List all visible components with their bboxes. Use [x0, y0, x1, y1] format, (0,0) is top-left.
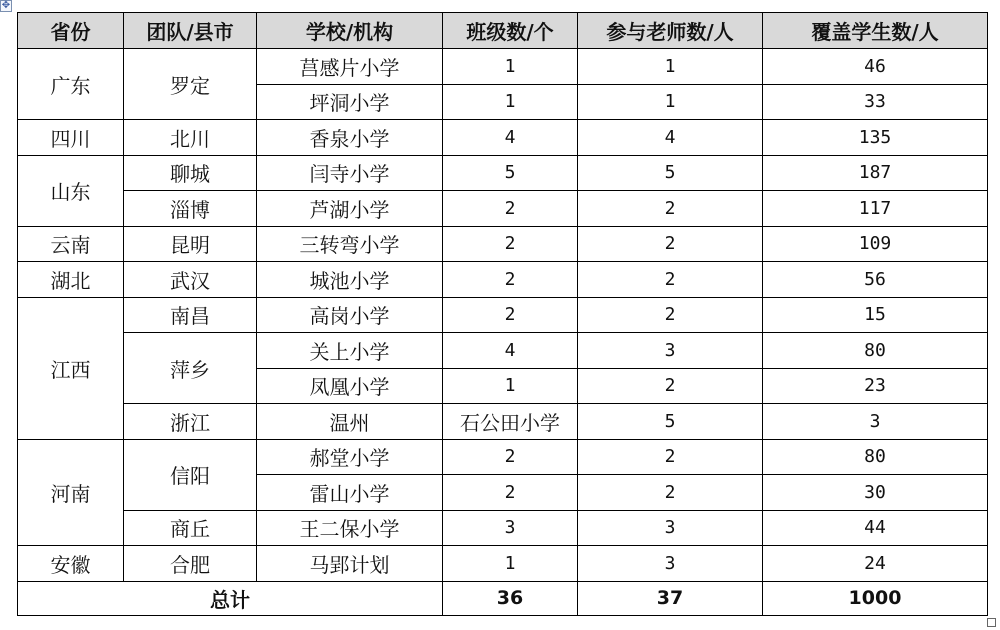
cell-teachers: 2 [578, 368, 763, 404]
table-row [18, 120, 988, 156]
cell-school: 郝堂小学 [257, 439, 443, 475]
cell-students: 187 [763, 155, 988, 191]
cell-province: 河南 [18, 439, 124, 546]
cell-teachers: 2 [578, 475, 763, 511]
cell-team: 罗定 [124, 49, 257, 120]
total-students: 1000 [763, 581, 988, 615]
table-row [18, 155, 988, 191]
table-row [18, 191, 988, 227]
cell-school: 香泉小学 [257, 120, 443, 156]
cell-province: 山东 [18, 155, 124, 226]
cell-province: 江西 [18, 297, 124, 439]
cell-province: 广东 [18, 49, 124, 120]
cell-teachers: 3 [578, 333, 763, 369]
table-row [18, 297, 988, 333]
cell-classes: 4 [443, 120, 578, 156]
cell-students: 56 [763, 262, 988, 298]
cell-team: 商丘 [124, 510, 257, 546]
cell-teachers: 5 [578, 155, 763, 191]
cell-team: 聊城 [124, 155, 257, 191]
total-teachers: 37 [578, 581, 763, 615]
cell-team: 萍乡 [124, 333, 257, 404]
cell-school: 马郢计划 [257, 546, 443, 582]
total-classes: 36 [443, 581, 578, 615]
cell-students: 109 [763, 226, 988, 262]
cell-classes: 2 [443, 439, 578, 475]
cell-students: 44 [763, 510, 988, 546]
table-row [18, 510, 988, 546]
cell-province: 四川 [18, 120, 124, 156]
cell-team: 南昌 [124, 297, 257, 333]
cell-students: 80 [763, 333, 988, 369]
header-school: 学校/机构 [257, 13, 443, 49]
cell-students: 23 [763, 368, 988, 404]
cell-classes: 2 [443, 226, 578, 262]
header-teachers: 参与老师数/人 [578, 13, 763, 49]
cell-students: 46 [763, 49, 988, 85]
cell-school: 王二保小学 [257, 510, 443, 546]
cell-school: 芦湖小学 [257, 191, 443, 227]
cell-school: 城池小学 [257, 262, 443, 298]
header-row [18, 13, 988, 49]
table-row [18, 333, 988, 369]
cell-teachers: 1 [578, 84, 763, 120]
header-students: 覆盖学生数/人 [763, 13, 988, 49]
cell-teachers: 2 [578, 297, 763, 333]
cell-school: 闫寺小学 [257, 155, 443, 191]
cell-province: 浙江 [124, 404, 257, 440]
header-classes: 班级数/个 [443, 13, 578, 49]
total-label: 总计 [18, 581, 443, 615]
cell-school: 凤凰小学 [257, 368, 443, 404]
cell-classes: 4 [443, 333, 578, 369]
table-row [18, 226, 988, 262]
cell-school: 石公田小学 [443, 404, 578, 440]
table-row [18, 404, 988, 440]
cell-students: 15 [763, 297, 988, 333]
total-row [18, 581, 988, 615]
cell-team: 昆明 [124, 226, 257, 262]
cell-teachers: 3 [578, 510, 763, 546]
cell-classes: 1 [443, 368, 578, 404]
cell-teachers: 2 [578, 226, 763, 262]
cell-teachers: 1 [578, 49, 763, 85]
cell-teachers: 4 [578, 120, 763, 156]
cell-team: 淄博 [124, 191, 257, 227]
cell-students: 24 [763, 546, 988, 582]
cell-team: 合肥 [124, 546, 257, 582]
cell-team: 武汉 [124, 262, 257, 298]
cell-classes: 2 [443, 475, 578, 511]
cell-students: 30 [763, 475, 988, 511]
header-province: 省份 [18, 13, 124, 49]
table-resize-handle-icon[interactable] [987, 618, 996, 627]
cell-classes: 2 [443, 191, 578, 227]
cell-province: 云南 [18, 226, 124, 262]
cell-team: 温州 [257, 404, 443, 440]
cell-teachers: 2 [578, 262, 763, 298]
cell-teachers: 2 [578, 439, 763, 475]
table-row [18, 262, 988, 298]
cell-classes: 1 [443, 546, 578, 582]
cell-students: 33 [763, 84, 988, 120]
cell-students: 135 [763, 120, 988, 156]
table-row [18, 49, 988, 85]
cell-school: 莒感片小学 [257, 49, 443, 85]
cell-province: 安徽 [18, 546, 124, 582]
cell-province: 湖北 [18, 262, 124, 298]
cell-team: 信阳 [124, 439, 257, 510]
table-move-handle-icon[interactable]: ✥ [1, 0, 11, 11]
table-row [18, 546, 988, 582]
cell-school: 雷山小学 [257, 475, 443, 511]
cell-classes: 2 [443, 297, 578, 333]
cell-teachers: 2 [578, 191, 763, 227]
header-team: 团队/县市 [124, 13, 257, 49]
table-row [18, 439, 988, 475]
table-body [18, 49, 988, 582]
cell-school: 高岗小学 [257, 297, 443, 333]
cell-classes: 5 [578, 404, 763, 440]
cell-classes: 2 [443, 262, 578, 298]
data-table [17, 12, 988, 616]
cell-students: 80 [763, 439, 988, 475]
cell-classes: 3 [443, 510, 578, 546]
cell-classes: 1 [443, 84, 578, 120]
cell-students: 117 [763, 191, 988, 227]
cell-teachers: 3 [578, 546, 763, 582]
cell-school: 坪洞小学 [257, 84, 443, 120]
cell-school: 三转弯小学 [257, 226, 443, 262]
cell-classes: 1 [443, 49, 578, 85]
cell-school: 关上小学 [257, 333, 443, 369]
cell-team: 北川 [124, 120, 257, 156]
cell-classes: 5 [443, 155, 578, 191]
cell-teachers: 3 [763, 404, 988, 440]
